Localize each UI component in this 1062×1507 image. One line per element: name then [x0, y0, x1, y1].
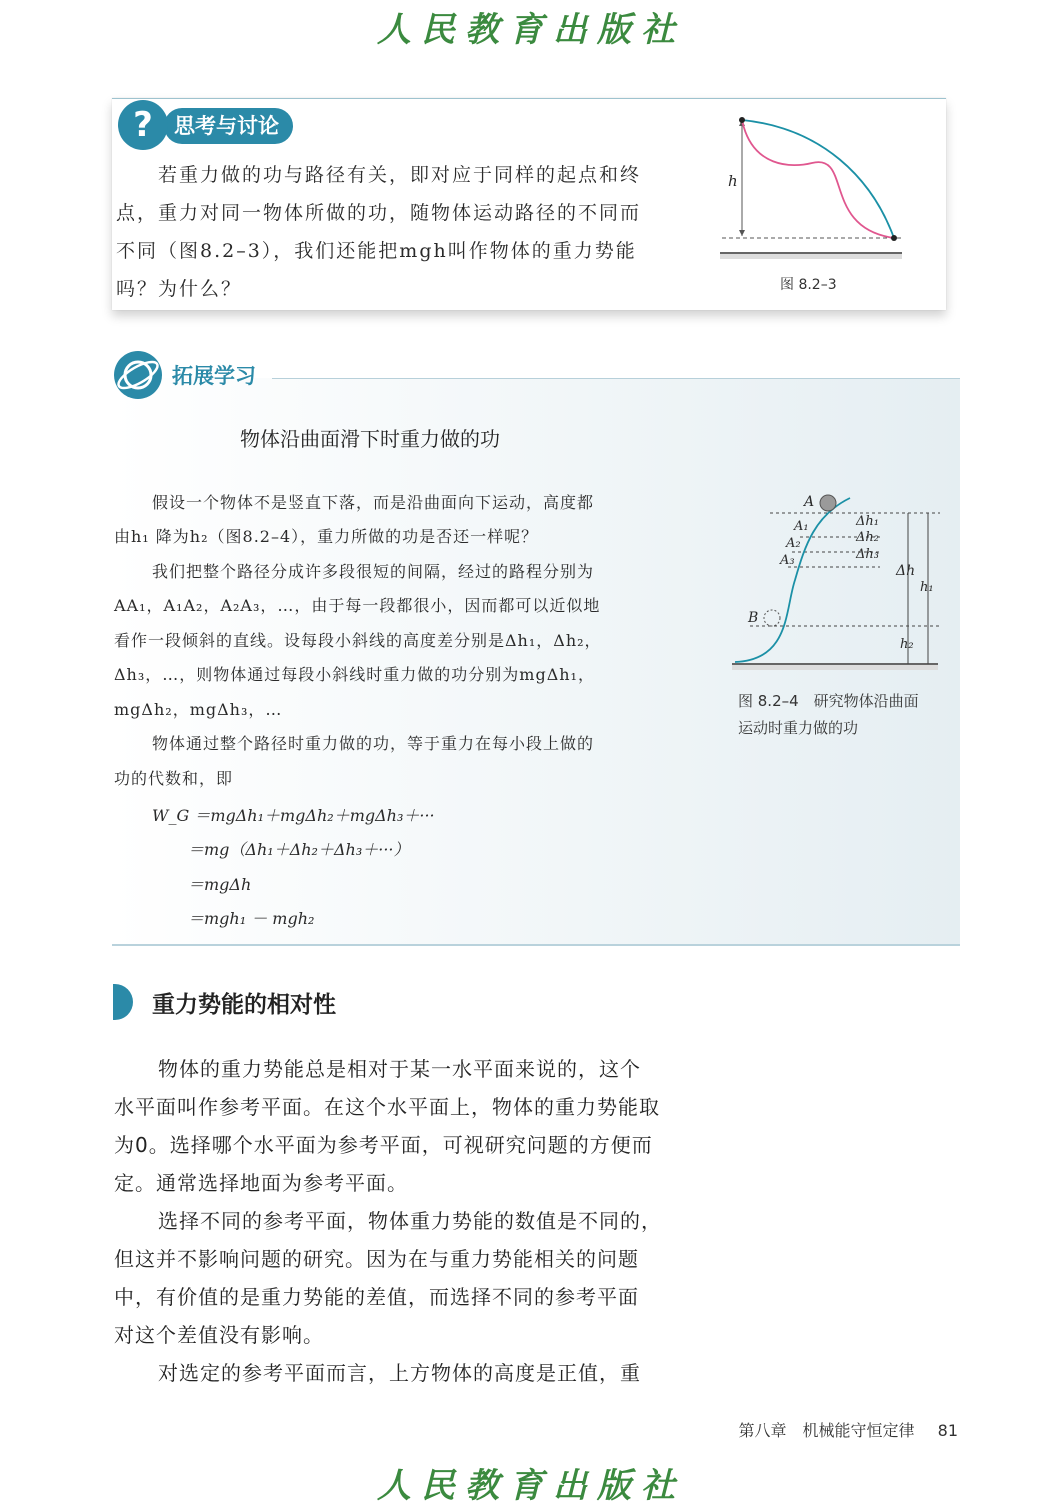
figure-h-label: h — [728, 172, 738, 190]
chapter-title: 第八章 机械能守恒定律 — [738, 1421, 915, 1440]
para1-line3: 为0。选择哪个水平面为参考平面，可视研究问题的方便而 — [114, 1133, 653, 1157]
para2-line1: 选择不同的参考平面，物体重力势能的数值是不同的， — [158, 1209, 662, 1233]
label-B: B — [748, 610, 759, 626]
figure-8-2-4-caption-1: 图 8.2–4 研究物体沿曲面 — [738, 692, 919, 710]
discussion-line-2: 点，重力对同一物体所做的功，随物体运动路径的不同而 — [116, 202, 642, 224]
page-footer — [739, 1418, 958, 1441]
ext-line-9: 功的代数和，即 — [114, 769, 234, 788]
extended-subtitle: 物体沿曲面滑下时重力做的功 — [240, 427, 500, 451]
section-title: 重力势能的相对性 — [152, 992, 336, 1018]
label-dh3: Δh₃ — [856, 547, 879, 562]
equation-3: ＝mgΔh — [188, 875, 252, 894]
para2-line2: 但这并不影响问题的研究。因为在与重力势能相关的问题 — [114, 1247, 639, 1271]
figure-8-2-4 — [730, 490, 950, 675]
ext-line-5: 看作一段倾斜的直线。设每段小斜线的高度差分别是Δh₁，Δh₂， — [114, 631, 602, 650]
equation-1: W_G ＝mgΔh₁＋mgΔh₂＋mgΔh₃＋··· — [152, 806, 435, 825]
ext-line-7: mgΔh₂，mgΔh₃，… — [114, 700, 283, 719]
extended-title: 拓展学习 — [172, 364, 256, 388]
label-h1: h₁ — [920, 580, 934, 595]
label-h2: h₂ — [900, 637, 914, 652]
label-dh1: Δh₁ — [856, 514, 879, 529]
label-dh: Δh — [896, 563, 916, 579]
figure-8-2-3 — [712, 108, 912, 268]
ext-line-8: 物体通过整个路径时重力做的功，等于重力在每小段上做的 — [152, 734, 595, 753]
label-A2: A₂ — [786, 536, 801, 551]
para1-line1: 物体的重力势能总是相对于某一水平面来说的，这个 — [158, 1057, 641, 1081]
publisher-logo-bottom: 人民教育出版社 — [377, 1466, 685, 1506]
globe-icon — [114, 351, 162, 399]
discussion-title: 思考与讨论 — [164, 108, 293, 144]
discussion-line-4: 吗？为什么？ — [116, 278, 243, 300]
para2-line4: 对这个差值没有影响。 — [114, 1323, 324, 1347]
ext-line-2: 由h₁ 降为h₂（图8.2–4），重力所做的功是否还一样呢？ — [114, 527, 539, 546]
ext-line-4: AA₁，A₁A₂，A₂A₃，…，由于每一段都很小，因而都可以近似地 — [114, 596, 601, 615]
section-marker — [113, 984, 133, 1020]
para3-line1: 对选定的参考平面而言，上方物体的高度是正值，重 — [158, 1361, 641, 1385]
label-A: A — [804, 494, 815, 510]
ext-line-3: 我们把整个路径分成许多段很短的间隔，经过的路程分别为 — [152, 562, 595, 581]
figure-8-2-3-caption: 图 8.2–3 — [780, 277, 837, 293]
discussion-box — [112, 98, 946, 310]
label-dh2: Δh₂ — [856, 530, 879, 545]
ext-line-1: 假设一个物体不是竖直下落，而是沿曲面向下运动，高度都 — [152, 493, 595, 512]
question-icon: ? — [118, 100, 168, 150]
page-number: 81 — [937, 1421, 958, 1440]
extended-divider — [272, 378, 960, 379]
equation-4: ＝mgh₁ － mgh₂ — [188, 909, 315, 928]
publisher-logo-top: 人民教育出版社 — [377, 10, 685, 50]
para2-line3: 中，有价值的是重力势能的差值，而选择不同的参考平面 — [114, 1285, 639, 1309]
ext-line-6: Δh₃，…，则物体通过每段小斜线时重力做的功分别为mgΔh₁， — [114, 665, 595, 684]
para1-line4: 定。通常选择地面为参考平面。 — [114, 1171, 408, 1195]
discussion-line-3: 不同（图8.2–3），我们还能把mgh叫作物体的重力势能 — [116, 240, 637, 262]
equation-2: ＝mg（Δh₁＋Δh₂＋Δh₃＋···） — [188, 840, 410, 859]
para1-line2: 水平面叫作参考平面。在这个水平面上，物体的重力势能取 — [114, 1095, 660, 1119]
label-A3: A₃ — [780, 553, 795, 568]
discussion-line-1: 若重力做的功与路径有关，即对应于同样的起点和终 — [158, 164, 642, 186]
label-A1: A₁ — [794, 519, 809, 534]
figure-8-2-4-caption-2: 运动时重力做的功 — [738, 719, 859, 737]
